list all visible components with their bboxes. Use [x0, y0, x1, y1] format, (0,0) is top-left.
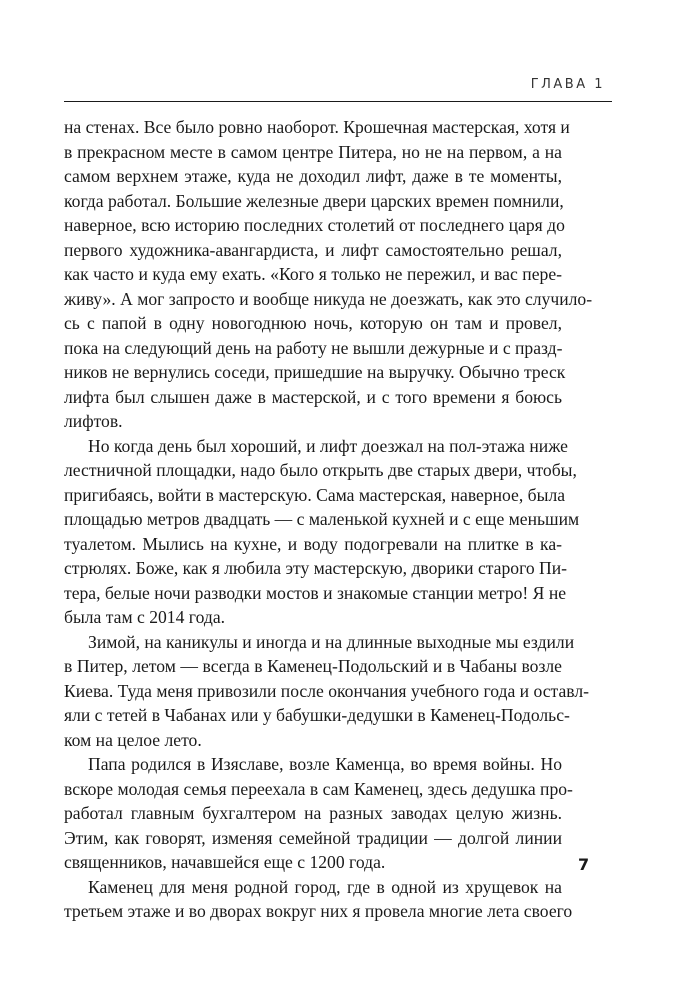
text-line: третьем этаже и во дворах вокруг них я провела многие лета своего — [64, 901, 573, 921]
text-line: туалетом. Мылись на кухне, и воду подогревали на плитке в ка- — [64, 533, 562, 554]
text-line: Но когда день был хороший, и лифт доезжал на пол-этажа ниже — [88, 435, 568, 456]
text-line: наверное, всю историю последних столетий от последнего царя до — [64, 215, 565, 235]
paragraph — [64, 875, 573, 924]
text-line: когда работал. Большие железные двери царских времен помнили, — [64, 190, 564, 211]
text-line: живу». А мог запросто и вообще никуда не доезжать, как это случило- — [64, 288, 593, 309]
page-number: 7 — [578, 855, 590, 874]
text-line: лестничной площадки, надо было открыть две старых двери, чтобы, — [64, 460, 577, 480]
body-text — [64, 115, 593, 924]
text-line: пригибаясь, войти в мастерскую. Сама мастерская, наверное, была — [64, 484, 566, 505]
text-line: Этим, как говорят, изменяя семейной традиции — долгой линии — [64, 827, 562, 848]
text-line: ком на целое лето. — [64, 729, 202, 750]
text-line: пока на следующий день на работу не вышли дежурные и с празд- — [64, 337, 563, 358]
text-line: вскоре молодая семья переехала в сам Каменец, здесь дедушка про- — [64, 778, 573, 799]
text-line: Зимой, на каникулы и иногда и на длинные выходные мы ездили — [88, 631, 575, 652]
paragraph — [64, 115, 593, 434]
text-line: тера, белые ночи разводки мостов и знакомые станции метро! Я не — [64, 582, 567, 603]
text-line: самом верхнем этаже, куда не доходил лифт, даже в те моменты, — [64, 166, 562, 186]
text-line: как часто и куда ему ехать. «Кого я только не пережил, и вас пере- — [64, 264, 562, 284]
text-line: работал главным бухгалтером на разных заводах целую жизнь. — [64, 803, 562, 823]
text-line: площадью метров двадцать — с маленькой кухней и с еще меньшим — [64, 509, 580, 529]
text-line: на стенах. Все было ровно наоборот. Крошечная мастерская, хотя и — [64, 117, 570, 137]
text-line: священников, начавшейся еще с 1200 года. — [64, 852, 386, 872]
paragraph — [64, 434, 580, 630]
text-line: лифтов. — [64, 411, 123, 431]
text-line: в Питер, летом — всегда в Каменец-Подольский и в Чабаны возле — [64, 656, 562, 676]
text-line: стрюлях. Боже, как я любила эту мастерскую, дворики старого Пи- — [64, 558, 568, 578]
text-line: сь с папой в одну новогоднюю ночь, которую он там и провел, — [64, 313, 562, 333]
running-head: ГЛАВА 1 — [530, 77, 605, 92]
header-rule — [64, 101, 612, 102]
text-line: Киева. Туда меня привозили после окончания учебного года и оставл- — [64, 680, 589, 701]
text-line: была там с 2014 года. — [64, 607, 226, 627]
text-line: Папа родился в Изяславе, возле Каменца, во время войны. Но — [88, 754, 562, 774]
text-line: в прекрасном месте в самом центре Питера, но не на первом, а на — [64, 141, 562, 162]
paragraph — [64, 752, 573, 875]
text-line: первого художника-авангардиста, и лифт самостоятельно решал, — [64, 239, 562, 260]
text-line: лифта был слышен даже в мастерской, и с того времени я боюсь — [64, 386, 562, 407]
paragraph — [64, 630, 589, 753]
text-line: яли с тетей в Чабанах или у бабушки-дедушки в Каменец-Подольс- — [64, 705, 570, 725]
text-line: ников не вернулись соседи, пришедшие на выручку. Обычно треск — [64, 362, 566, 382]
text-line: Каменец для меня родной город, где в одной из хрущевок на — [88, 876, 562, 897]
